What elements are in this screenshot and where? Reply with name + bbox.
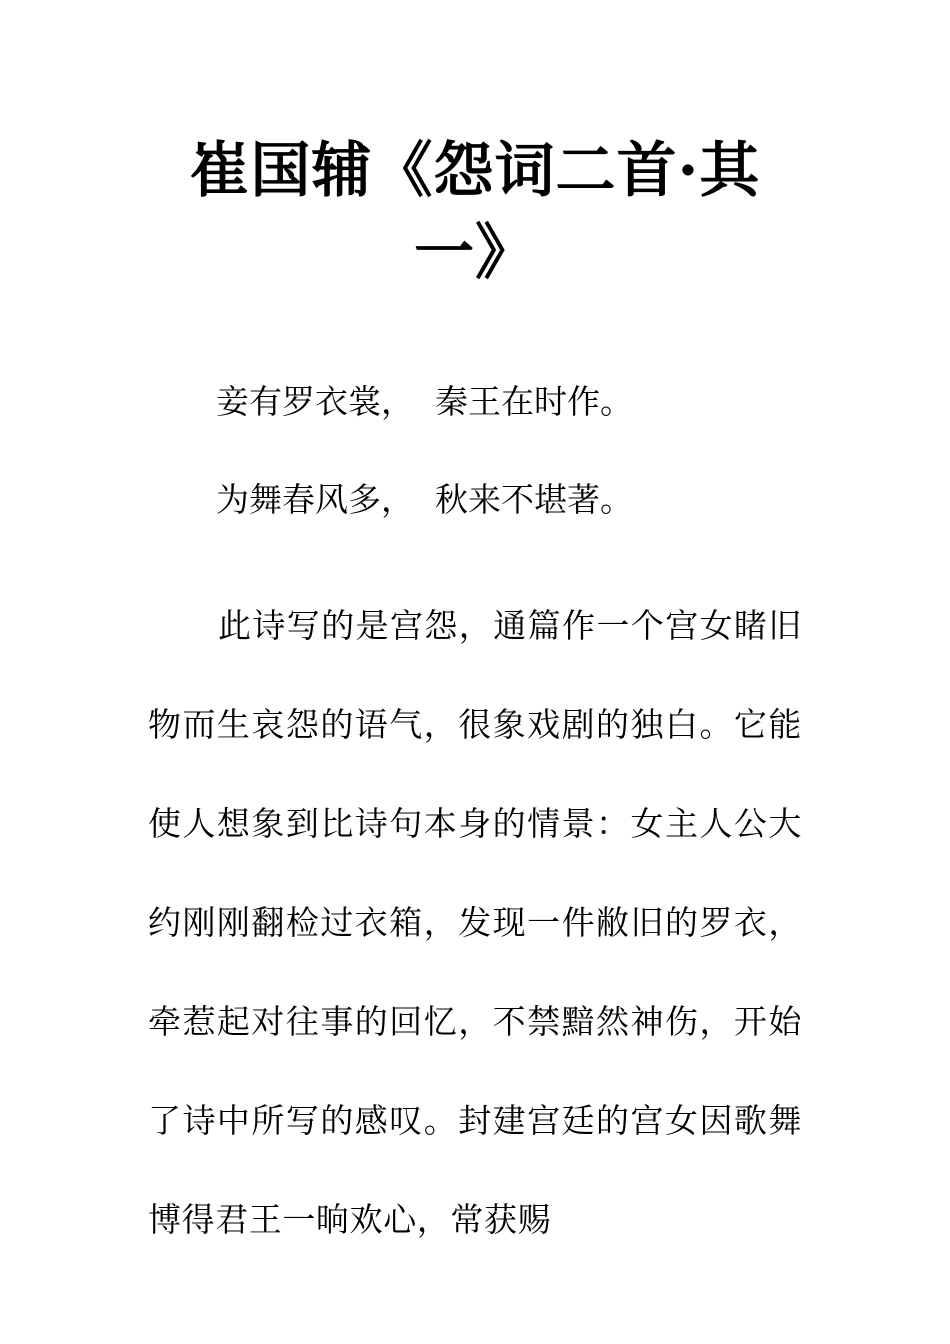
poem-line-2: 为舞春风多， 秋来不堪著。 xyxy=(216,480,633,519)
commentary-paragraph: 此诗写的是宫怨，通篇作一个宫女睹旧物而生哀怨的语气，很象戏剧的独白。它能使人想象到比诗句本身的情景：女主人公大约刚刚翻检过衣箱，发现一件敝旧的罗衣，牵惹起对往事的回忆，不禁黯然神伤，开始了诗中所写的感叹。封建宫廷的宫女因歌舞博得君王一晌欢心，常获赐 xyxy=(148,606,802,1239)
poem-line-1: 妾有罗衣裳， 秦王在时作。 xyxy=(216,382,633,421)
page-title: 崔国辅《怨词二首·其一》 xyxy=(189,136,761,288)
